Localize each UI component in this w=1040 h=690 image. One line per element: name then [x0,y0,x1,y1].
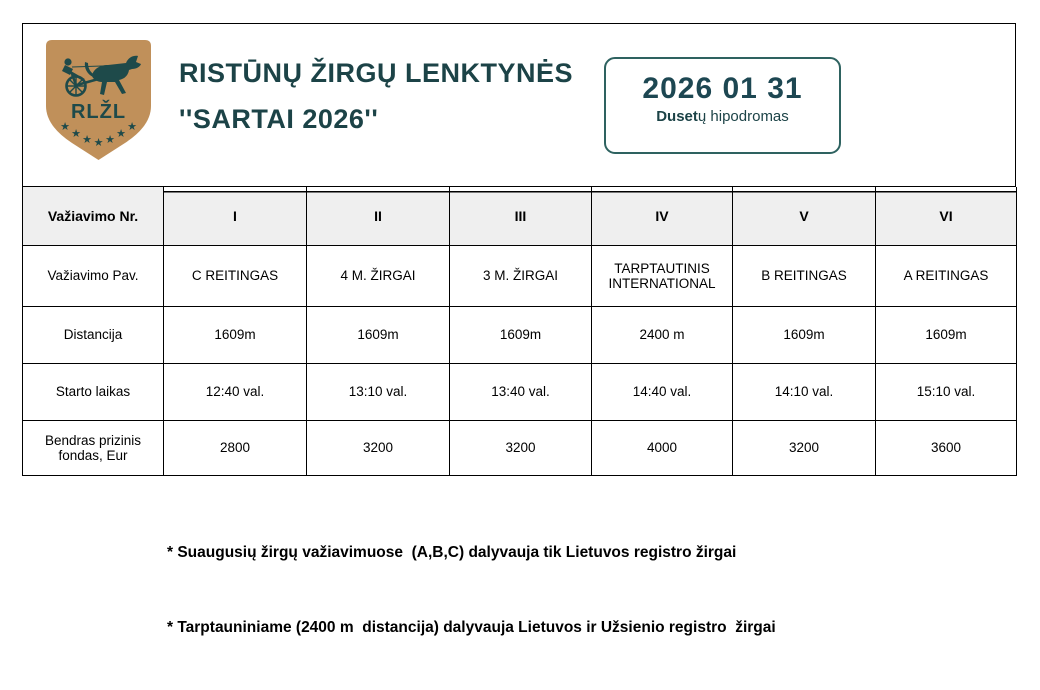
document-header [22,23,1016,187]
race-number-cell: IV [592,187,733,245]
race-name-cell: C REITINGAS [164,245,307,306]
race-number-cell: II [307,187,450,245]
distance-cell: 1609m [164,306,307,363]
star-icon: ★ [60,120,70,133]
footnotes [167,490,776,690]
race-number-cell: VI [876,187,1017,245]
page-title [179,50,573,142]
race-number-cell: V [733,187,876,245]
table-row-prize-fund [23,420,1017,475]
start-time-cell: 12:40 val. [164,363,307,420]
row-header-race-number: Važiavimo Nr. [23,187,164,245]
event-venue [606,108,839,125]
distance-cell: 1609m [450,306,592,363]
footnote-international: * Tarptauniniame (2400 m distancija) dalyvauja Lietuvos ir Užsienio registro žirgai [167,619,776,636]
row-header-race-name: Važiavimo Pav. [23,245,164,306]
start-time-cell: 14:10 val. [733,363,876,420]
distance-cell: 1609m [876,306,1017,363]
table-row-start-time [23,363,1017,420]
race-name-cell: A REITINGAS [876,245,1017,306]
event-date-box [604,57,841,154]
venue-bold-part: Duset [656,108,698,125]
start-time-cell: 15:10 val. [876,363,1017,420]
distance-cell: 2400 m [592,306,733,363]
race-name-cell: TARPTAUTINIS INTERNATIONAL [592,245,733,306]
race-name-cell: B REITINGAS [733,245,876,306]
rlzl-shield-logo [42,38,155,164]
star-icon: ★ [105,133,115,146]
race-number-cell: III [450,187,592,245]
prize-fund-cell: 3600 [876,420,1017,475]
distance-cell: 1609m [307,306,450,363]
star-icon: ★ [71,127,81,140]
title-line-2: ''SARTAI 2026'' [179,104,379,134]
table-row-race-number [23,187,1017,245]
prize-fund-cell: 3200 [307,420,450,475]
logo-acronym: RLŽL [70,101,127,123]
row-header-prize-fund: Bendras prizinis fondas, Eur [23,420,164,475]
row-header-distance: Distancija [23,306,164,363]
footnote-adult-horses: * Suaugusių žirgų važiavimuose (A,B,C) dalyvauja tik Lietuvos registro žirgai [167,544,737,561]
prize-fund-cell: 3200 [450,420,592,475]
prize-fund-cell: 2800 [164,420,307,475]
star-icon: ★ [127,120,137,133]
table-row-race-name [23,245,1017,306]
race-name-cell: 3 M. ŽIRGAI [450,245,592,306]
star-icon: ★ [93,136,104,149]
start-time-cell: 13:10 val. [307,363,450,420]
event-date: 2026 01 31 [642,72,803,105]
venue-regular-part: ų hipodromas [697,108,789,125]
table-row-distance [23,306,1017,363]
race-name-cell: 4 M. ŽIRGAI [307,245,450,306]
prize-fund-cell: 3200 [733,420,876,475]
prize-fund-cell: 4000 [592,420,733,475]
distance-cell: 1609m [733,306,876,363]
star-icon: ★ [116,127,126,140]
start-time-cell: 14:40 val. [592,363,733,420]
star-icon: ★ [82,133,92,146]
start-time-cell: 13:40 val. [450,363,592,420]
race-number-cell: I [164,187,307,245]
race-schedule-table [22,187,1017,476]
title-line-1: RISTŪNŲ ŽIRGŲ LENKTYNĖS [179,58,574,88]
row-header-start-time: Starto laikas [23,363,164,420]
